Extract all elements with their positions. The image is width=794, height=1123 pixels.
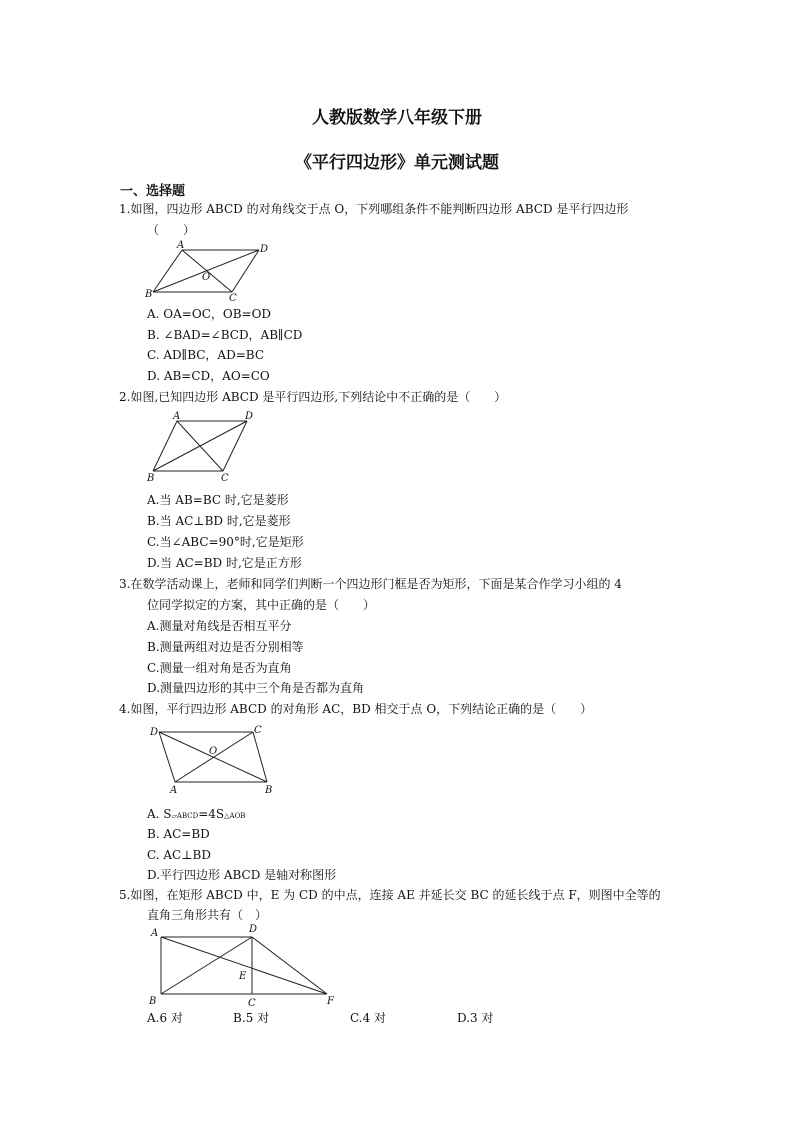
q5-stem-line1: 5.如图，在矩形 ABCD 中，E 为 CD 的中点，连接 AE 并延长交 BC 的延长线于点 F，则图中全等的: [119, 888, 661, 902]
q4-label-d: D: [150, 727, 159, 738]
q2-option-d: D.当 AC=BD 时,它是正方形: [147, 556, 302, 570]
document-title: 人教版数学八年级下册: [312, 108, 482, 128]
q4-option-c: C. AC⊥BD: [147, 848, 211, 862]
q1-label-o: O: [202, 272, 211, 283]
q5-diagonal-bd: [161, 937, 252, 994]
q1-label-d: D: [260, 244, 269, 255]
q4-option-a-prefix: A. S: [147, 807, 172, 821]
q3-option-d: D.测量四边形的其中三个角是否都为直角: [147, 681, 365, 695]
q4-label-b: B: [265, 785, 273, 796]
document-subtitle: 《平行四边形》单元测试题: [295, 153, 499, 173]
q1-option-b: B. ∠BAD=∠BCD，AB∥CD: [147, 328, 303, 342]
q1-side-cd: [232, 250, 259, 292]
q4-label-o: O: [209, 746, 218, 757]
q4-stem: 4.如图，平行四边形 ABCD 的对角形 AC，BD 相交于点 O，下列结论正确的是（ ）: [119, 702, 593, 716]
q3-option-b: B.测量两组对边是否分别相等: [147, 640, 304, 654]
q2-option-b: B.当 AC⊥BD 时,它是菱形: [147, 514, 291, 528]
q4-side-bc: [253, 732, 267, 782]
q2-stem: 2.如图,已知四边形 ABCD 是平行四边形,下列结论中不正确的是（ ）: [119, 390, 507, 404]
q1-option-c: C. AD∥BC，AD=BC: [147, 348, 265, 362]
q1-answer-paren: （ ）: [147, 223, 196, 237]
q3-option-c: C.测量一组对角是否为直角: [147, 661, 292, 675]
q2-label-b: B: [147, 473, 155, 484]
q4-label-c: C: [254, 725, 262, 736]
q1-label-b: B: [145, 289, 153, 300]
q4-option-d: D.平行四边形 ABCD 是轴对称图形: [147, 868, 337, 882]
q4-option-a-sub1: ▱ABCD: [171, 812, 199, 820]
q2-side-ab: [153, 421, 177, 471]
q4-option-b: B. AC=BD: [147, 827, 210, 841]
q5-label-d: D: [249, 924, 258, 935]
q4-option-a: [147, 806, 245, 824]
q1-diagonal-bd: [153, 250, 259, 292]
q5-label-c: C: [248, 998, 256, 1009]
q5-figure: [145, 922, 345, 1010]
q4-option-a-mid: =4S: [198, 807, 225, 821]
q2-label-a: A: [173, 411, 181, 422]
q4-figure: [145, 724, 285, 796]
q1-label-c: C: [229, 293, 237, 304]
q2-diagonal-bd: [153, 421, 247, 471]
q5-label-a: A: [151, 928, 159, 939]
q1-side-ab: [153, 250, 182, 292]
q2-option-a: A.当 AB=BC 时,它是菱形: [147, 493, 289, 507]
q3-stem-line2: 位同学拟定的方案，其中正确的是（ ）: [147, 598, 376, 612]
q2-label-c: C: [221, 473, 229, 484]
q5-label-b: B: [149, 996, 157, 1007]
q5-option-b: B.5 对: [233, 1011, 270, 1025]
q5-option-d: D.3 对: [457, 1011, 494, 1025]
q5-line-af: [161, 937, 327, 994]
q2-label-d: D: [245, 411, 254, 422]
q5-label-f: F: [327, 996, 334, 1007]
q4-side-da: [159, 732, 175, 782]
q2-figure: [145, 411, 265, 483]
q4-diagonal-bd: [159, 732, 267, 782]
q5-line-df: [252, 937, 327, 994]
q2-option-c: C.当∠ABC=90°时,它是矩形: [147, 535, 304, 549]
q1-option-a: A. OA=OC，OB=OD: [147, 307, 272, 321]
q1-option-d: D. AB=CD，AO=CO: [147, 369, 270, 383]
q1-stem: 1.如图，四边形 ABCD 的对角线交于点 O，下列哪组条件不能判断四边形 ABCD 是平行四边形: [119, 202, 629, 216]
section-heading: 一、选择题: [120, 184, 186, 199]
q5-option-a: A.6 对: [147, 1011, 183, 1025]
q5-label-e: E: [239, 971, 247, 982]
q1-label-a: A: [177, 240, 185, 251]
q3-option-a: A.测量对角线是否相互平分: [147, 619, 292, 633]
q4-label-a: A: [170, 785, 178, 796]
q5-stem-line2: 直角三角形共有（ ）: [147, 908, 268, 922]
q3-stem-line1: 3.在数学活动课上，老师和同学们判断一个四边形门框是否为矩形，下面是某合作学习小组的 4: [119, 577, 622, 591]
q1-figure: [145, 240, 275, 304]
q2-side-cd: [223, 421, 247, 471]
q4-option-a-sub2: △AOB: [224, 812, 246, 820]
q5-option-c: C.4 对: [350, 1011, 387, 1025]
